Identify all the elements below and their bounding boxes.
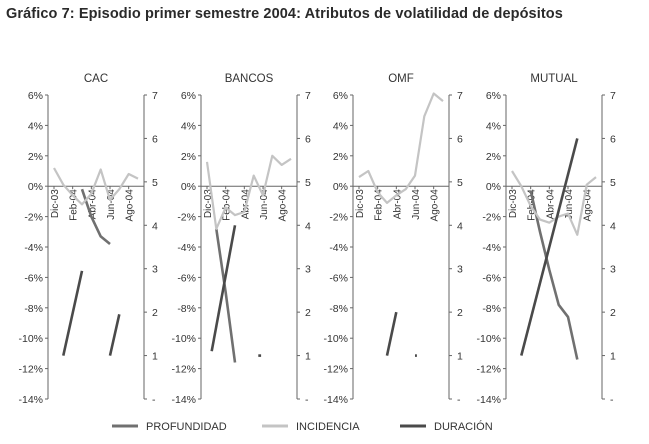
left-tick-label-bancos: -6% — [177, 272, 196, 285]
right-tick-label-cac: 1 — [152, 350, 158, 363]
left-tick-label-mutual: -6% — [482, 272, 501, 285]
right-tick-label-mutual: - — [610, 394, 614, 406]
right-tick-label-bancos: - — [305, 394, 309, 406]
x-tick-label-omf: Abr-04 — [392, 189, 404, 220]
panel-title-omf: OMF — [388, 73, 414, 85]
right-tick-label-omf: 1 — [457, 350, 463, 363]
left-tick-label-cac: -2% — [24, 211, 43, 224]
left-tick-label-bancos: -4% — [177, 242, 196, 254]
left-tick-label-bancos: -10% — [171, 333, 196, 346]
left-tick-label-bancos: -14% — [171, 394, 196, 406]
right-tick-label-cac: 4 — [152, 220, 158, 233]
right-tick-label-omf: 7 — [457, 90, 463, 102]
left-tick-label-bancos: 2% — [180, 150, 196, 163]
duracion-line-omf — [387, 312, 396, 356]
right-tick-label-mutual: 2 — [610, 307, 616, 320]
right-tick-label-mutual: 5 — [610, 176, 616, 189]
right-tick-label-mutual: 4 — [610, 220, 616, 233]
panel-title-bancos: BANCOS — [224, 73, 274, 85]
x-tick-label-mutual: Dic-03 — [508, 189, 519, 219]
right-tick-label-bancos: 7 — [305, 90, 311, 102]
left-tick-label-cac: -10% — [18, 333, 43, 346]
x-tick-label-omf: Dic-03 — [355, 189, 366, 219]
left-tick-label-cac: -8% — [24, 302, 43, 315]
right-tick-label-omf: 4 — [457, 220, 463, 233]
x-tick-label-bancos: Ago-04 — [277, 189, 289, 222]
right-tick-label-bancos: 2 — [305, 307, 311, 320]
left-tick-label-omf: 0% — [332, 181, 348, 194]
x-tick-label-bancos: Jun-04 — [259, 189, 270, 220]
right-tick-label-cac: 5 — [152, 176, 158, 189]
duracion-line-cac — [63, 271, 82, 356]
left-tick-label-cac: 2% — [27, 150, 43, 163]
x-tick-label-cac: Jun-04 — [106, 189, 117, 220]
right-tick-label-bancos: 4 — [305, 220, 311, 233]
right-tick-label-cac: 6 — [152, 133, 158, 146]
x-tick-label-mutual: Feb-04 — [526, 189, 538, 221]
left-tick-label-cac: -4% — [24, 242, 43, 254]
left-tick-label-cac: 0% — [27, 181, 43, 194]
right-tick-label-omf: 3 — [457, 263, 463, 276]
left-tick-label-omf: 4% — [332, 120, 348, 133]
left-tick-label-cac: 4% — [27, 120, 43, 133]
left-tick-label-mutual: -8% — [482, 302, 501, 315]
panel-title-cac: CAC — [83, 73, 109, 85]
legend-label-duracion: DURACIÓN — [434, 421, 493, 433]
left-tick-label-mutual: 4% — [485, 120, 501, 133]
profundidad-line-bancos — [216, 229, 235, 363]
right-tick-label-cac: 3 — [152, 263, 158, 276]
left-tick-label-mutual: 0% — [485, 181, 501, 194]
x-tick-label-mutual: Ago-04 — [582, 189, 594, 222]
right-tick-label-cac: 7 — [152, 90, 158, 102]
right-tick-label-cac: 2 — [152, 307, 158, 320]
left-tick-label-bancos: -12% — [171, 363, 196, 376]
x-tick-label-omf: Feb-04 — [373, 189, 385, 221]
x-tick-label-mutual: Abr-04 — [545, 189, 557, 220]
left-tick-label-omf: -10% — [323, 333, 348, 346]
left-tick-label-cac: -12% — [18, 363, 43, 376]
left-tick-label-bancos: 4% — [180, 120, 196, 133]
left-tick-label-omf: -8% — [329, 302, 348, 315]
right-tick-label-bancos: 5 — [305, 176, 311, 189]
right-tick-label-mutual: 7 — [610, 90, 616, 102]
left-tick-label-bancos: 0% — [180, 181, 196, 194]
right-tick-label-mutual: 1 — [610, 350, 616, 363]
x-tick-label-mutual: Jun-04 — [564, 189, 575, 220]
left-tick-label-mutual: 2% — [485, 150, 501, 163]
right-tick-label-bancos: 1 — [305, 350, 311, 363]
left-tick-label-omf: -2% — [329, 211, 348, 224]
right-tick-label-mutual: 3 — [610, 263, 616, 276]
page-title: Gráfico 7: Episodio primer semestre 2004: Atributos de volatilidad de depósitos — [6, 6, 563, 22]
x-tick-label-cac: Ago-04 — [124, 189, 136, 222]
left-tick-label-mutual: -2% — [482, 211, 501, 224]
x-tick-label-bancos: Abr-04 — [240, 189, 252, 220]
left-tick-label-mutual: -14% — [476, 394, 501, 406]
duracion-line-cac — [110, 314, 119, 355]
left-tick-label-cac: -14% — [18, 394, 43, 406]
right-tick-label-omf: 6 — [457, 133, 463, 146]
left-tick-label-cac: 6% — [27, 90, 43, 102]
x-tick-label-bancos: Feb-04 — [221, 189, 233, 221]
x-tick-label-cac: Dic-03 — [50, 189, 61, 219]
left-tick-label-mutual: -4% — [482, 242, 501, 254]
right-tick-label-omf: - — [457, 394, 461, 406]
x-tick-label-omf: Jun-04 — [411, 189, 422, 220]
legend-label-incidencia: INCIDENCIA — [296, 421, 360, 433]
right-tick-label-bancos: 3 — [305, 263, 311, 276]
right-tick-label-mutual: 6 — [610, 133, 616, 146]
right-tick-label-bancos: 6 — [305, 133, 311, 146]
x-tick-label-cac: Feb-04 — [68, 189, 80, 221]
x-tick-label-omf: Ago-04 — [429, 189, 441, 222]
left-tick-label-mutual: -12% — [476, 363, 501, 376]
left-tick-label-omf: -12% — [323, 363, 348, 376]
left-tick-label-omf: 2% — [332, 150, 348, 163]
left-tick-label-omf: -14% — [323, 394, 348, 406]
right-tick-label-cac: - — [152, 394, 156, 406]
right-tick-label-omf: 2 — [457, 307, 463, 320]
left-tick-label-cac: -6% — [24, 272, 43, 285]
left-tick-label-omf: 6% — [332, 90, 348, 102]
legend-label-profundidad: PROFUNDIDAD — [146, 421, 227, 433]
x-tick-label-bancos: Dic-03 — [203, 189, 214, 219]
left-tick-label-mutual: -10% — [476, 333, 501, 346]
left-tick-label-bancos: -8% — [177, 302, 196, 315]
left-tick-label-bancos: 6% — [180, 90, 196, 102]
left-tick-label-omf: -6% — [329, 272, 348, 285]
x-tick-label-cac: Abr-04 — [87, 189, 99, 220]
panel-title-mutual: MUTUAL — [530, 73, 578, 85]
left-tick-label-bancos: -2% — [177, 211, 196, 224]
right-tick-label-omf: 5 — [457, 176, 463, 189]
left-tick-label-omf: -4% — [329, 242, 348, 254]
left-tick-label-mutual: 6% — [485, 90, 501, 102]
